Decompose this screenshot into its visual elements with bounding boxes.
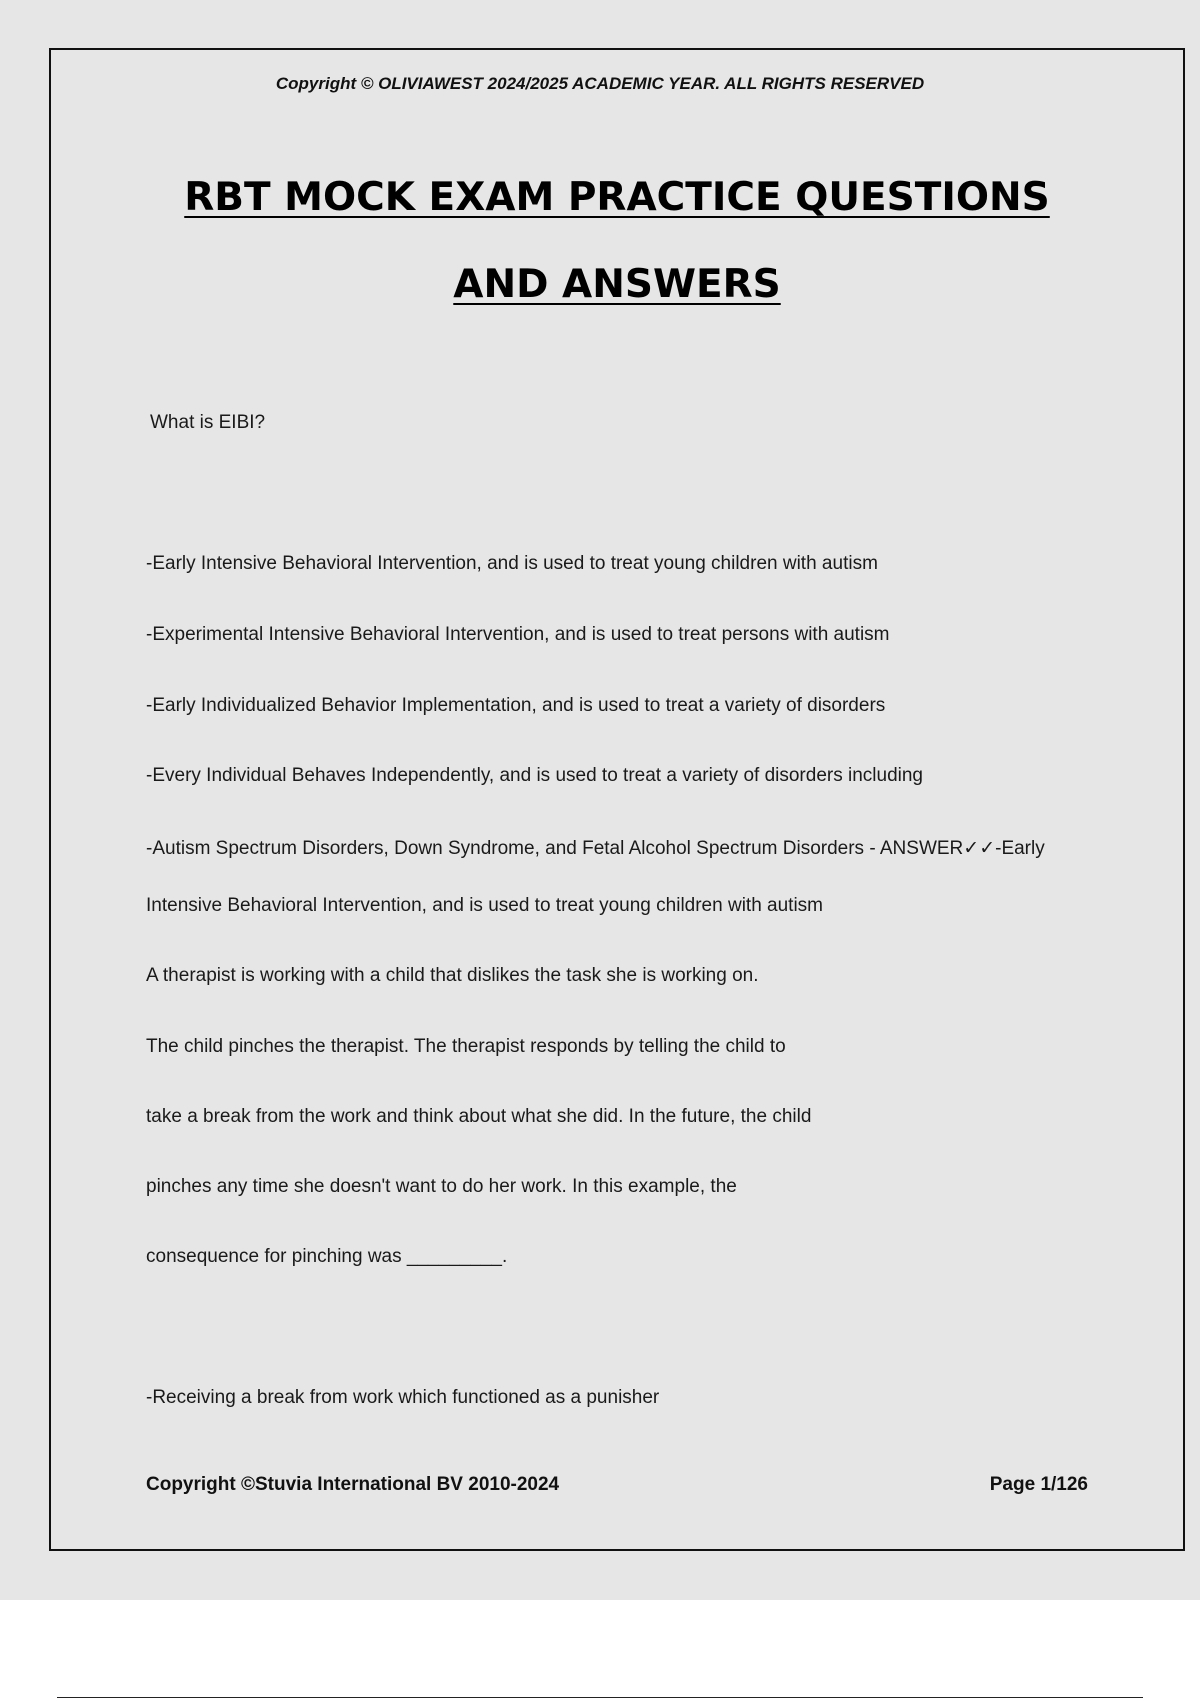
option-break-punisher: -Receiving a break from work which functioned as a punisher: [146, 1387, 660, 1408]
question-pinching-line-4: pinches any time she doesn't want to do her work. In this example, the: [146, 1176, 737, 1197]
next-page-divider: [57, 1697, 1143, 1698]
option-every-individual: -Every Individual Behaves Independently, and is used to treat a variety of disorders including: [146, 765, 923, 786]
footer-copyright: Copyright ©Stuvia International BV 2010-2024: [146, 1474, 560, 1495]
page-title-line-1: [0, 175, 1200, 220]
option-early-intensive: -Early Intensive Behavioral Intervention, and is used to treat young children with autism: [146, 553, 878, 574]
option-individualized: -Early Individualized Behavior Implementation, and is used to treat a variety of disorders: [146, 695, 886, 716]
option-experimental: -Experimental Intensive Behavioral Intervention, and is used to treat persons with autism: [146, 624, 890, 645]
page-title-line-1-text: RBT MOCK EXAM PRACTICE QUESTIONS: [184, 175, 1050, 220]
option-answer-line: -Autism Spectrum Disorders, Down Syndrome, and Fetal Alcohol Spectrum Disorders - ANSWER✓✓-Early: [146, 838, 1045, 859]
question-pinching-line-5: consequence for pinching was _________.: [146, 1246, 508, 1267]
answer-continuation: Intensive Behavioral Intervention, and is used to treat young children with autism: [146, 895, 823, 916]
question-pinching-line-1: A therapist is working with a child that dislikes the task she is working on.: [146, 965, 759, 986]
question-eibi: What is EIBI?: [150, 412, 266, 433]
page-title-line-2: [0, 262, 1200, 307]
question-pinching-line-2: The child pinches the therapist. The therapist responds by telling the child to: [146, 1036, 786, 1057]
header-copyright: Copyright © OLIVIAWEST 2024/2025 ACADEMIC YEAR. ALL RIGHTS RESERVED: [275, 74, 925, 93]
question-pinching-line-3: take a break from the work and think about what she did. In the future, the child: [146, 1106, 812, 1127]
page-title-line-2-text: AND ANSWERS: [453, 262, 781, 307]
page-number: Page 1/126: [989, 1474, 1088, 1495]
